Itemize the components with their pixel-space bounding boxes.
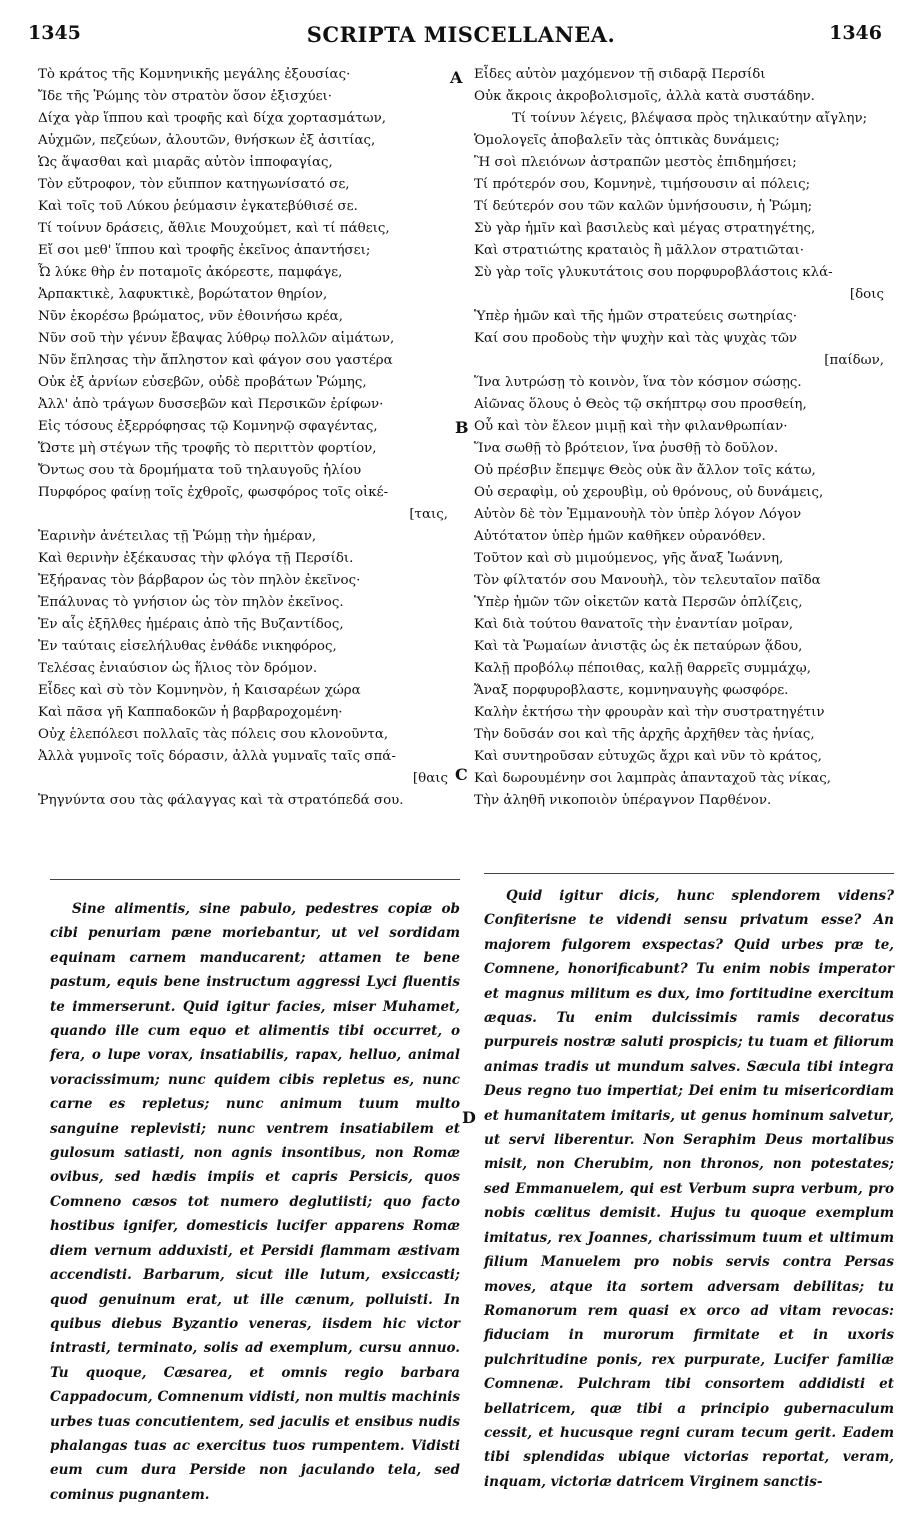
verse-line: Ὑπὲρ ἡμῶν καὶ τῆς ἡμῶν στρατεύεις σωτηρίας· [474,309,797,324]
verse-line: Οὐ πρέσβιν ἔπεμψε Θεὸς οὐκ ἂν ἄλλον τοῖς κάτω, [474,463,816,478]
verse-line: Καὶ δωρουμένην σοι λαμπρὰς ἁπανταχοῦ τὰς νίκας, [474,771,832,786]
verse-line: Εἰς τόσους ἐξερρόφησας τῷ Κομνηνῷ σφαγέντας, [38,419,378,434]
verse-line: Καὶ τοῖς τοῦ Λύκου ῥεύμασιν ἐγκατεβύθισέ σε. [38,199,358,214]
verse-line: Οὐ σεραφὶμ, οὐ χερουβὶμ, οὐ θρόνους, οὐ δυνάμεις, [474,485,824,500]
latin-paragraph-right: Quid igitur dicis, hunc splendorem videns? Confiterisne te videndi sensu privatum esse? An majorem fulgorem exspectas? Quid urbes præ te, Comnene, honorificabunt? Tu enim nobis imperator et magnus militum es dux, imo fortitudine exercitum æquas. Tu enim dulcissimis ramis decoratus purpureis nostræ saluti prospicis; tu tuam et filiorum animas tradis ut mundum salves. Sæcula tibi integra Deus regno tuo impertiat; Dei enim tu misericordiam et humanitatem imitaris, ut genus hominum salvetur, ut servi liberentur. Non Seraphim Deus mortalibus misit, non Cherubim, non thronos, non potestates; sed Emmanuelem, qui est Verbum supra verbum, pro nobis cœlitus demisit. Hujus tu quoque exemplum imitatus, rex Joannes, charissimum tuum et ultimum filium Manuelem pro nobis servis contra Persas moves, atque ita sortem adversam debilitas; tu Romanorum rem quasi ex orco ad vitam revocas: fiduciam in murorum firmitate et in uxoris pulchritudine ponis, rex purpurate, Lucifer familiæ Comnenæ. Pulchram tibi consortem addidisti et bellatricem, quæ tibi a principio gubernaculum cessit, et hucusque regni curam tecum gerit. Eadem tibi splendidas ubique victorias reportat, veram, inquam, victoriæ datricem Virginem sanctis- [484,888,894,1490]
verse-line: Τὴν ἀληθῆ νικοποιὸν ὑπέραγνον Παρθένον. [474,793,772,808]
verse-line: Τί τοίνυν λέγεις, βλέψασα πρὸς τηλικαύτην αἴγλην; [512,111,868,126]
latin-translation-left [50,897,460,1507]
latin-translation-right [484,884,894,1494]
verse-line: Νῦν σοῦ τὴν γένυν ἔβαψας λύθρῳ πολλῶν αἱμάτων, [38,331,395,346]
verse-line: Τὸν φίλτατόν σου Μανουὴλ, τὸν τελευταῖον παῖδα [474,573,821,588]
verse-line: [δοις [849,287,884,302]
running-title: SCRIPTA MISCELLANEA. [306,22,616,47]
page-number-left: 1345 [28,22,81,44]
verse-line: Ὡς ἅψασθαι καὶ μιαρᾶς αὐτὸν ἱπποφαγίας, [38,155,333,170]
verse-line: Νῦν ἐκορέσω βρώματος, νῦν ἐθοινήσω κρέα, [38,309,343,324]
margin-letter-d: D [462,1108,476,1127]
page-number-right: 1346 [829,22,882,44]
verse-line: Αἰῶνας ὅλους ὁ Θεὸς τῷ σκήπτρῳ σου προσθείη, [474,397,807,412]
verse-line: Αὐτότατον ὑπὲρ ἡμῶν καθῆκεν οὐρανόθεν. [474,529,766,544]
verse-line: Τὸ κράτος τῆς Κομνηνικῆς μεγάλης ἐξουσίας· [38,67,351,82]
section-rule-right [484,873,894,874]
verse-line: Ἴδε τῆς Ῥώμης τὸν στρατὸν ὅσον ἐξισχύει· [38,89,333,104]
margin-letter-b: B [455,418,469,437]
verse-line: Εἴ σοι μεθ' ἵππου καὶ τροφῆς ἐκεῖνος ἀπαντήσει; [38,243,371,258]
verse-line: Οὐκ ἄκροις ἀκροβολισμοῖς, ἀλλὰ κατὰ συστάδην. [474,89,815,104]
verse-line: Νῦν ἔπλησας τὴν ἄπληστον καὶ φάγον σου γαστέρα [38,353,393,368]
verse-line: Καὶ τὰ Ῥωμαίων ἀνιστᾷς ὡς ἐκ πεταύρων ᾅδου, [474,639,803,654]
verse-line: Τοῦτον καὶ σὺ μιμούμενος, γῆς ἄναξ Ἰωάννη, [474,551,784,566]
verse-line: Τί τοίνυν δράσεις, ἄθλιε Μουχούμετ, καὶ τί πάθεις, [38,221,390,236]
verse-line: Καί σου προδοὺς τὴν ψυχὴν καὶ τὰς ψυχὰς τῶν [474,331,798,346]
verse-line: Αὐχμῶν, πεζεύων, ἀλουτῶν, θνήσκων ἐξ ἀσιτίας, [38,133,376,148]
verse-line: [παίδων, [824,353,884,368]
verse-line: Καὶ στρατιώτης κραταιὸς ἢ μᾶλλον στρατιῶται· [474,243,805,258]
verse-line: Τὴν δοῦσάν σοι καὶ τῆς ἀρχῆς ἀρχῆθεν τὰς ἡνίας, [474,727,815,742]
verse-line: Ἀλλὰ γυμνοῖς τοῖς δόρασιν, ἀλλὰ γυμναῖς ταῖς σπά- [38,749,396,764]
verse-line: Ἵνα σωθῇ τὸ βρότειον, ἵνα ῥυσθῇ τὸ δοῦλον. [474,441,779,456]
verse-line: Εἶδες αὐτὸν μαχόμενον τῇ σιδαρᾷ Περσίδι [474,67,766,82]
verse-line: Οὗ καὶ τὸν ἔλεον μιμῇ καὶ τὴν φιλανθρωπίαν· [474,419,788,434]
section-rule-left [50,879,460,880]
verse-line: Αὐτὸν δὲ τὸν Ἐμμανουὴλ τὸν ὑπὲρ λόγον Λόγον [474,507,802,522]
verse-line: [ταις, [409,507,448,522]
verse-line: Ὁμολογεῖς ἀποβαλεῖν τὰς ὀπτικὰς δυνάμεις; [474,133,780,148]
verse-line: Τὸν εὔτροφον, τὸν εὔιππον κατηγωνίσατό σε, [38,177,350,192]
verse-line: Ὄντως σου τὰ δρομήματα τοῦ τηλαυγοῦς ἡλίου [38,463,362,478]
verse-line: Δίχα γὰρ ἵππου καὶ τροφῆς καὶ δίχα χορτασμάτων, [38,111,386,126]
verse-line: Καλὴν ἐκτήσω τὴν φρουρὰν καὶ τὴν συστρατηγέτιν [474,705,825,720]
verse-line: Καὶ θερινὴν ἐξέκαυσας τὴν φλόγα τῇ Περσίδι. [38,551,354,566]
verse-line: Ἐν ταύταις εἰσελήλυθας ἐνθάδε νικηφόρος, [38,639,337,654]
latin-paragraph-left: Sine alimentis, sine pabulo, pedestres copiæ ob cibi penuriam pæne moriebantur, ut vel sordidam equinam carnem manducarent; attamen te bene pastum, equis bene instructum aggressi Lyci fluentis te immerserunt. Quid igitur facies, miser Muhamet, quando ille cum equo et alimentis tibi occurret, o fera, o lupe vorax, insatiabilis, rapax, helluo, animal voracissimum; nunc quidem cibis repletus es, nunc carne es repletus; nunc animum tuum multo sanguine replevisti; nunc ventrem insatiabilem et gulosum satiasti, non agnis insontibus, non Romæ ovibus, sed hædis impiis et capris Persicis, quos Comneno cæsos tot numero deglutiisti; quo facto hostibus ignifer, domesticis lucifer apparens Romæ diem vernum adduxisti, et Persidi flammam æstivam accendisti. Barbarum, sicut ille lutum, exsiccasti; quod genuinum erat, ut ille cænum, polluisti. In quibus diebus Byzantio veneras, iisdem hic victor intrasti, terminato, solis ad exemplum, cursu annuo. Tu quoque, Cæsarea, et omnis regio barbara Cappadocum, Comnenum vidisti, non multis machinis urbes tuas concutientem, sed jaculis et ensibus nudis phalangas tuas ac exercitus tuos rumpentem. Vidisti eum cum dura Perside non jaculando tela, sed cominus pugnantem. [50,901,460,1503]
verse-line: Ἐαρινὴν ἀνέτειλας τῇ Ῥώμῃ τὴν ἡμέραν, [38,529,317,544]
verse-line: Καὶ συντηροῦσαν εὐτυχῶς ἄχρι καὶ νῦν τὸ κράτος, [474,749,822,764]
verse-line: Καὶ πᾶσα γῆ Καππαδοκῶν ἡ βαρβαροχομένη· [38,705,343,720]
verse-line: Ἢ σοὶ πλειόνων ἀστραπῶν μεστὸς ἐπιδημήσει; [474,155,797,170]
verse-line: Καὶ διὰ τούτου θανατοῖς τὴν ἐναντίαν μοῖραν, [474,617,794,632]
margin-letter-c: C [455,765,468,784]
verse-line: Σὺ γὰρ τοῖς γλυκυτάτοις σου πορφυροβλάστοις κλά- [474,265,833,280]
verse-line: Ἐπάλυνας τὸ γνήσιον ὡς τὸν πηλὸν ἐκεῖνος. [38,595,344,610]
verse-line: Εἶδες καὶ σὺ τὸν Κομνηνὸν, ἡ Καισαρέων χώρα [38,683,361,698]
verse-line: Ὥστε μὴ στέγων τῆς τροφῆς τὸ περιττὸν φορτίον, [38,441,377,456]
verse-line: Ἀλλ' ἀπὸ τράγων δυσσεβῶν καὶ Περσικῶν ἐρίφων· [38,397,384,412]
verse-line: Πυρφόρος φαίνῃ τοῖς ἐχθροῖς, φωσφόρος τοῖς οἰκέ- [38,485,389,500]
verse-line: Τί δεύτερόν σου τῶν καλῶν ὑμνήσουσιν, ἡ Ῥώμη; [474,199,813,214]
verse-line: Ῥηγνύντα σου τὰς φάλαγγας καὶ τὰ στρατόπεδά σου. [38,793,404,808]
verse-line: Τί πρότερόν σου, Κομνηνὲ, τιμήσουσιν αἱ πόλεις; [474,177,811,192]
verse-line: Οὐκ ἐξ ἀρνίων εὐσεβῶν, οὐδὲ προβάτων Ῥώμης, [38,375,367,390]
margin-letter-a: A [450,68,463,87]
verse-line: Ὦ λύκε θὴρ ἐν ποταμοῖς ἀκόρεστε, παμφάγε, [38,265,343,280]
verse-line: Ἐξήρανας τὸν βάρβαρον ὡς τὸν πηλὸν ἐκεῖνος· [38,573,361,588]
verse-line: Ἁρπακτικὲ, λαφυκτικὲ, βορώτατον θηρίον, [38,287,328,302]
verse-line: Ὑπὲρ ἡμῶν τῶν οἰκετῶν κατὰ Περσῶν ὁπλίζεις, [474,595,803,610]
verse-line: Σὺ γὰρ ἡμῖν καὶ βασιλεὺς καὶ μέγας στρατηγέτης, [474,221,816,236]
page-header [0,0,922,58]
verse-line: Ἵνα λυτρώσῃ τὸ κοινὸν, ἵνα τὸν κόσμον σώσῃς. [474,375,802,390]
verse-line: Ἄναξ πορφυροβλαστε, κομνηναυγὴς φωσφόρε. [474,683,789,698]
verse-line: Τελέσας ἐνιαύσιον ὡς ἥλιος τὸν δρόμον. [38,661,318,676]
verse-line: [θαις [412,771,448,786]
greek-verse-right [474,64,894,812]
verse-line: Οὐχ ἑλεπόλεσι πολλαῖς τὰς πόλεις σου κλονοῦντα, [38,727,389,742]
verse-line: Καλῇ προβόλῳ πέποιθας, καλῇ θαρρεῖς συμμάχῳ, [474,661,811,676]
greek-verse-left [38,64,458,812]
verse-line: Ἐν αἷς ἐξῆλθες ἡμέραις ἀπὸ τῆς Βυζαντίδος, [38,617,344,632]
